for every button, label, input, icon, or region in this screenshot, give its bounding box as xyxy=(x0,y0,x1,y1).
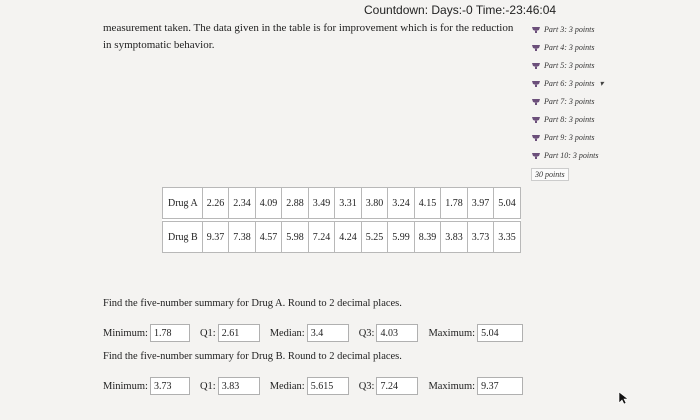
table-cell: 5.99 xyxy=(388,222,415,253)
table-cell: 7.24 xyxy=(308,222,335,253)
table-cell: 3.49 xyxy=(308,188,335,219)
table-row-drug-a xyxy=(163,188,521,219)
table-cell: 4.57 xyxy=(255,222,282,253)
table-cell: 3.83 xyxy=(441,222,468,253)
table-cell: 4.24 xyxy=(335,222,362,253)
total-points: 30 points xyxy=(531,168,569,181)
part-label: Part 9: 3 points xyxy=(544,132,595,142)
trophy-icon xyxy=(531,80,541,87)
table-cell: 2.26 xyxy=(202,188,229,219)
answer-row-drug-b xyxy=(103,375,523,397)
countdown-timer: Countdown: Days:-0 Time:-23:46:04 xyxy=(364,3,557,17)
q3-label: Q3: xyxy=(358,327,375,339)
mouse-cursor-icon xyxy=(618,391,628,405)
part-item[interactable] xyxy=(531,38,621,56)
table-cell: 3.24 xyxy=(388,188,415,219)
drug-b-q3-input[interactable]: 7.24 xyxy=(376,377,418,395)
part-label: Part 8: 3 points xyxy=(544,114,595,124)
median-label: Median: xyxy=(269,327,305,339)
table-cell: 4.15 xyxy=(414,188,441,219)
trophy-icon xyxy=(531,26,541,33)
part-label: Part 10: 3 points xyxy=(544,150,599,160)
table-cell: 7.38 xyxy=(229,222,256,253)
drug-b-median-input[interactable]: 5.615 xyxy=(307,377,349,395)
data-table xyxy=(162,187,521,253)
q3-label: Q3: xyxy=(358,380,375,392)
table-cell: 2.34 xyxy=(229,188,256,219)
part-label: Part 6: 3 points xyxy=(544,78,595,88)
part-item[interactable] xyxy=(531,146,621,164)
trophy-icon xyxy=(531,152,541,159)
table-cell: 8.39 xyxy=(414,222,441,253)
table-cell: 2.88 xyxy=(282,188,309,219)
row-header-drug-b: Drug B xyxy=(163,222,203,253)
part-label: Part 4: 3 points xyxy=(544,42,595,52)
table-cell: 3.35 xyxy=(494,222,521,253)
minimum-label: Minimum: xyxy=(103,380,148,392)
drug-a-q3-input[interactable]: 4.03 xyxy=(376,324,418,342)
part-item[interactable] xyxy=(531,56,621,74)
part-label: Part 7: 3 points xyxy=(544,96,595,106)
minimum-label: Minimum: xyxy=(103,327,148,339)
part-item[interactable] xyxy=(531,128,621,146)
median-label: Median: xyxy=(269,380,305,392)
drug-a-q1-input[interactable]: 2.61 xyxy=(218,324,260,342)
table-cell: 9.37 xyxy=(202,222,229,253)
table-cell: 3.73 xyxy=(467,222,494,253)
intro-line-1: measurement taken. The data given in the table is for improvement which is for the reduction xyxy=(103,22,514,34)
drug-b-q1-input[interactable]: 3.83 xyxy=(218,377,260,395)
q1-label: Q1: xyxy=(199,327,216,339)
table-cell: 1.78 xyxy=(441,188,468,219)
drug-a-median-input[interactable]: 3.4 xyxy=(307,324,349,342)
part-item[interactable] xyxy=(531,110,621,128)
drug-b-minimum-input[interactable]: 3.73 xyxy=(150,377,190,395)
caret-icon: ▾ xyxy=(599,78,604,88)
part-item[interactable] xyxy=(531,92,621,110)
question-intro xyxy=(103,20,528,54)
table-row-drug-b xyxy=(163,222,521,253)
table-cell: 5.25 xyxy=(361,222,388,253)
part-label: Part 5: 3 points xyxy=(544,60,595,70)
intro-line-2: in symptomatic behavior. xyxy=(103,39,215,51)
trophy-icon xyxy=(531,116,541,123)
part-label: Part 3: 3 points xyxy=(544,24,595,34)
trophy-icon xyxy=(531,44,541,51)
row-header-drug-a: Drug A xyxy=(163,188,203,219)
part-item[interactable] xyxy=(531,74,621,92)
question-drug-b: Find the five-number summary for Drug B. Round to 2 decimal places. xyxy=(103,351,402,362)
maximum-label: Maximum: xyxy=(428,327,476,339)
question-drug-a: Find the five-number summary for Drug A. Round to 2 decimal places. xyxy=(103,298,402,309)
drug-b-maximum-input[interactable]: 9.37 xyxy=(477,377,523,395)
drug-a-maximum-input[interactable]: 5.04 xyxy=(477,324,523,342)
trophy-icon xyxy=(531,62,541,69)
parts-list xyxy=(531,20,621,182)
q1-label: Q1: xyxy=(199,380,216,392)
table-cell: 3.31 xyxy=(335,188,362,219)
maximum-label: Maximum: xyxy=(428,380,476,392)
table-cell: 3.97 xyxy=(467,188,494,219)
table-cell: 5.04 xyxy=(494,188,521,219)
part-item[interactable] xyxy=(531,20,621,38)
trophy-icon xyxy=(531,134,541,141)
table-cell: 3.80 xyxy=(361,188,388,219)
trophy-icon xyxy=(531,98,541,105)
drug-a-minimum-input[interactable]: 1.78 xyxy=(150,324,190,342)
table-cell: 5.98 xyxy=(282,222,309,253)
answer-row-drug-a xyxy=(103,322,523,344)
table-cell: 4.09 xyxy=(255,188,282,219)
